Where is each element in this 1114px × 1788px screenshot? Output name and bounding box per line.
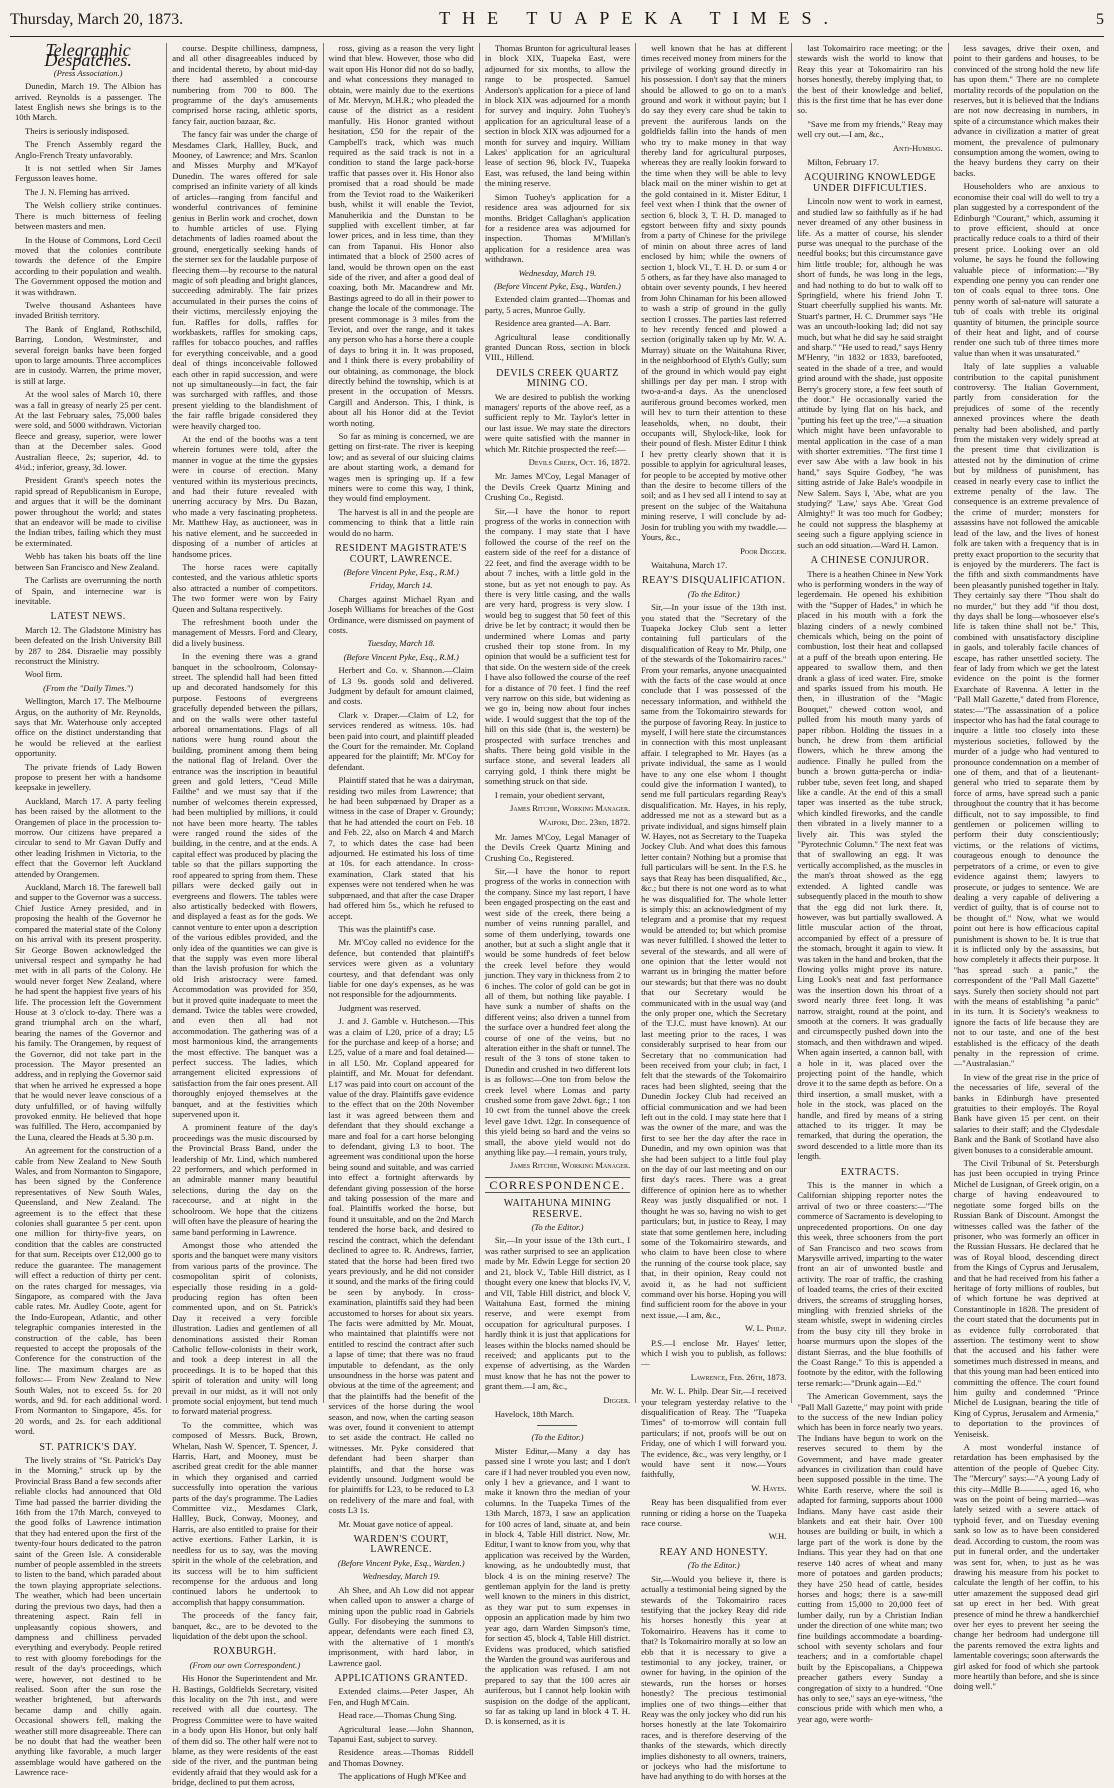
- paragraph: less savages, drive their oxen, and point to their gardens and houses, to be convinced of the strong hold the new life has upon them." There are no complete mortality records of the population on the reserves, but it is believed that the Indians are not now decreasing in numbers, in spite of a circumstance which makes their advance in civilization a matter of great moment, the prevalence of pulmonary consumption among the women, owing to the heavy burdens they carry on their backs.: [953, 43, 1099, 178]
- article-heading: A CHINESE CONJUROR.: [810, 555, 930, 567]
- paragraph: Simon Tuohey's application for a residence area was adjourned for six months. Bridget Callaghan's application for a residence area was adjourned for inspection. Thomas M'Millan's application for a residence area was withdrawn.: [484, 191, 631, 265]
- article-heading: WAITAHUNA MINING RESERVE.: [503, 1198, 612, 1220]
- letter-address: Mr. James M'Coy, Legal Manager of the Devils Creek Quartz Mining and Crushing Co., Registered.: [484, 831, 631, 863]
- paragraph: We are desired to publish the working managers' reports of the above reef, as a sufficient reply to Mr. Taylor's letter in our last issue. We may state the directors were quite satisfied with the manner in which Mr. Ritchie prospected the reef:—: [484, 391, 631, 454]
- article-heading: EXTRACTS.: [840, 1166, 900, 1178]
- paragraph: Head race.—Thomas Chung Sing.: [338, 1710, 457, 1721]
- newspaper-title: THE TUAPEKA TIMES.: [439, 8, 840, 28]
- paragraph: In view of the great rise in the price of the necessaries of life, several of the banks in Edinburgh have presented gratuities to their employés. The Royal Bank have given 15 per cent. on their salaries to their staff; and the Clydesdale Bank and the Bank of Scotland have also given bonuses to a considerable amount.: [953, 1071, 1099, 1155]
- article-heading: DEVILS CREEK QUARTZ MINING CO.: [496, 367, 619, 390]
- signature: W. L. Philp.: [744, 1323, 787, 1334]
- paragraph: Amongst those who attended the sports and the banquet were many visitors from various parts of the province. The cosmopolitan spirit of colonists, especially those residing in a gold-producing region has often been commented upon, and on St. Patrick's Day it received a very forcible illustration. Ladies and gentlemen of all denominations assisted their Roman Catholic fellow-colonists in their work, and took a deep interest in all the proceedings. It is to be hoped that this spirit of toleration and unity will long prevail in our midst, as it will not only promote social enjoyment, but tend much to forward material progress.: [172, 1239, 318, 1417]
- paragraph: It is not settled when Sir James Fergusson leaves home.: [15, 163, 162, 184]
- paragraph: So far as mining is concerned, we are getting on first-rate. The river is keeping low; and as several of our sluicing claims are about starting work, a demand for wages men is springing up. If a few miners were to come this way, I think, they would find employment.: [328, 431, 474, 504]
- article-subheading: (To the Editor.): [531, 1222, 584, 1233]
- paragraph: To the committee, which was composed of Messrs. Buck, Brown, Whelan, Nash W. Spencer, T. Spencer, J. Harris, Hart, and Mooney, must be ascribed great credit for the able manner in which they organised and carried successfully into operation the various parts of the day's programme. The Ladies Committee viz., Mesdames Clark, Hallley, Buck, Conway, Mooney, and Harris, are also entitled to praise for their active exertions. Father Larkin, it is needless for us to say, was the moving spirit in the whole of the celebration, and its success will be to him sufficient recompense for the arduous and long continued labors he undertook to accomplish that happy consummation.: [172, 1419, 318, 1607]
- masthead-rule: [10, 36, 1104, 37]
- paragraph: Extended claim granted—Thomas and party, 5 acres, Munroe Gully.: [484, 294, 631, 315]
- paragraph: course. Despite chilliness, dampness, and all other disagreeables induced by and incidental thereto, by about mid-day there had assembled a concourse numbering from 700 to 800. The programme of the day's amusements comprised horse racing, athletic sports, fancy fair, auction bazaar, &c.: [172, 43, 318, 126]
- paragraph: The J. N. Fleming has arrived.: [25, 186, 130, 197]
- court-date: Wednesday, March 19.: [518, 267, 597, 278]
- paragraph: The harvest is all in and the people are commencing to think that a little rain would do no harm.: [328, 506, 474, 538]
- masthead: [10, 8, 1104, 34]
- paragraph: The applications of Hugh M'Kee and: [338, 1771, 466, 1782]
- paragraph: Reay has been disqualified from ever running or riding a horse on the Tuapeka race course.: [641, 1497, 787, 1529]
- paragraph: Lincoln now went to work in earnest, and studied law so faithfully as if he had never dreamed of any other business in life. As a matter of course, his slender purse was unequal to the purchase of the needful books; but this circumstance gave him little trouble; for, although he was short of funds, he was long in the legs, and had nothing to do but to walk off to Springfield, where his friend John T. Stuart cheerfully supplied his wants. Mr. Stuart's partner, H. C. Drummer says "He was an uncouth-looking lad; did not say much, but what he did say he said straight and sharp." "He used to read," says Henry M'Henry, "in 1832 or 1833, barefooted, seated in the shade of a tree, and would grind around with the shade, just opposite Berry's grocery store, a few feet south of the door." He occasionally varied the attitude by lying flat on his back, and "putting his feet up the tree,"—a situation which might have been unfavorable to mental application in the case of a man with shorter extremities. "The first time I ever saw Abe with a law book in his hand," says Squire Godbey, "he was sitting astride of Jake Bale's woodpile in New Salem. Says I, 'Abe, what are you studying?' 'Law,' says Abe. 'Great God Almighty!' It was too much for Godbey; he could not suppress the blasphemy at seeing such a figure applying science in such an odd situation.—Ward H. Lamon.: [797, 196, 943, 550]
- paragraph: Auckland, March 18. The farewell ball and supper to the Governor was a success. Chief Justice Arney presided, and in proposing the health of the Governor he compared the material state of the Colony on his arrival with its present prosperity. Sir George Bowen acknowledged the universal respect and sympathy he had met with in all parts of the Colony. He would never forget New Zealand, where he had spent the happiest five years of his life. The procession left the Government House at 3 o'clock to-day. There was a grand triumphal arch on the wharf, bearing the names of the Governor and his family. The Orangemen, by request of the Governor, did not take part in the procession. The Mayor presented an address, and in replying the Governor said that when he arrived he expressed a hope that he would never leave conscious of a duty unfulfilled, or of having wilfully provoked enmity. He believed that hope was fulfilled. The Hero, accompanied by the Luna, cleared the Heads at 5.30 p.m.: [15, 882, 162, 1142]
- signature: James Ritchie, Working Manager.: [510, 1160, 631, 1171]
- article-subheading: (Before Vincent Pyke, Esq., R.M.): [343, 651, 459, 662]
- paragraph: I remain, your obedient servant,: [494, 789, 605, 800]
- paragraph: Charges against Michael Ryan and Joseph Williams for breaches of the Gost Ordinance, were dismissed on payment of costs.: [328, 593, 474, 635]
- paragraph: The American Government, says the "Pall Mall Gazette," may point with pride to the success of the new Indian policy which has been in force nearly two years. The Indians have begun to work on the reserves secured to them by the Government, and have made greater advances in civilization than could have been supposed possible in the time. The White Earth reserve, where the soil is adapted for farming, supports about 1000 Indians. Many have cast aside their blankets and eat their hair. Over 100 houses are building or built, in which a large part of the work is done by the Indians. This year they had on that one reserve 140 acres of wheat and many more of potatoes and garden products; they have 250 head of cattle, besides horses and hogs; there is a saw-mill cutting from 15,000 to 20,000 feet of lumber daily, run by a Christian Indian under the direction of one white man; two fine buildings accommodate a boarding-school with seventy scholars and four teachers; and in a comfortable chapel built by the Episcopalians, a Chippewa preacher gathers every Sunday a congregation of sixty to a hundred. "One has only to see," says an eye-witness, "the conscious pride with which men who, a year ago, were worth-: [797, 1391, 943, 1724]
- paragraph: The Bank of England, Rothschild, Barring, London, Westminster, and several foreign banks have been forged upon to large amounts. Three accomplices are in custody. Warren, the prime mover, is still at large.: [15, 323, 162, 386]
- paragraph: last Tokomairiro race meeting; or the stewards wish the world to know that Reay this year at Tokomairiro ran his horses honestly, thereby implying that, to the best of their knowledge and belief, this is the first time that he has ever done so.: [797, 43, 943, 116]
- letter-place: Waitahuna, March 17.: [651, 559, 728, 570]
- paragraph: The horse races were capitally contested, and the various athletic sports also attracted a number of competitors. The two former were won by Fairy Queen and Sultana respectively.: [172, 561, 318, 614]
- paragraph: Webb has taken his boats off the line between San Francisco and New Zealand.: [15, 551, 162, 572]
- article-subheading: (Before Vincent Pyke, Esq., Warden.): [494, 280, 621, 291]
- letter-date: Lawrence, Feb. 26th, 1873.: [690, 1371, 787, 1382]
- paragraph: Clark v. Draper.—Claim of L2, for services rendered as witness. 10s. had been paid into court, and plaintiff pleaded the Court for the remainder. Mr. Copland appeared for the plaintiff; Mr. M'Coy for defendant.: [328, 709, 474, 772]
- article-subheading: (From our own Correspondent.): [189, 1659, 301, 1670]
- paragraph: "Save me from my friends," Reay may well cry out.—I am, &c.,: [797, 118, 943, 140]
- article-heading: ACQUIRING KNOWLEDGE UNDER DIFFICULTIES.: [804, 172, 937, 194]
- signature: Digger.: [603, 1394, 631, 1405]
- paragraph: There is a heathen Chinee in New York who is performing wonders in the way of legerdemain. He opened his exhibition with the "Supper of Hades," in which he placed in his mouth with a fork the blazing cinders of a newly combined chemicals which, being on the point of combustion, lost their heat and collapsed at a puff of the breath upon entering. He appeared to swallow them, and then drank a glass of iced water. Fire, smoke and sparks issued from his mouth. He then, in illustration of the "Magic Bouquet," chewed cotton wool, and pulled from his mouth many yards of paper ribbon. Holding the tissues in a bunch, he drew from them artificial flowers, which he threw among the audience. Finally he pulled from the bunch a brown gutta-percha or india-rubber tube, seven feet long, and shaped like a candle. At the end of this a small taper was inserted as the tube struck, which kindled fireworks, and the candle then vibrated in a lively manner to a lively air. This was styled the "Pyrotechnic Column." The next feat was that of swallowing an egg. It was vertically accomplished, as the muscles in the man's throat showed as the egg extended. A lighted candle was subsequently placed in the mouth to show that the egg did not lurk there. It, however, was but partially swallowed. A little muscular action of the throat, accompanied by effect of a pressure of the stomach, brought it again to view. It was taken in the hand and broken, that the flowing yolks might prove its nature. Ling Look's neat and fast performance was the insertion down his throat of a sword nearly three feet long. It was narrow, straight, round at the point, and smooth at the corners. It was gradually and circumspectly pushed down into the stomach, and then withdrawn and wiped. When again inserted, a cannon ball, with a hole in it, was placed over the projecting point of the handle, which drove it to the same depth as before. On a third insertion, a small musket, with a hole in the stock, was placed on the handle, and fired by means of a string attached to its trigger. It may be remarked, that during the operation, the sword descended to a little more than its length.: [797, 568, 943, 1162]
- article-subheading: (Before Vincent Pyke, Esq., Warden.): [337, 1557, 465, 1568]
- paragraph: Judgment was reserved.: [338, 1002, 421, 1013]
- paragraph: A prominent feature of the day's proceedings was the music discoursed by the Provincial Brass Band, under the leadership of Mr. Lind, which numbered 22 performers, and which performed in an admirable manner many beautiful selections, during the day on the racecourse, and at night in the schoolroom. We hope that the citizens will often have the pleasure of hearing the same band performing in Lawrence.: [172, 1122, 318, 1237]
- article-subheading: (To the Editor.): [687, 588, 740, 599]
- paragraph: Italy of late supplies a valuable contribution to the capital punishment controversy. The Italian Government, partly from consideration for the prejudices of some of the recently annexed provinces where the death penalty had been abolished, and partly from the mistaken very widely spread at the present time that civilization is attested not by the diminution of crime but by mildness of punishment, has ceased in nearly every case to inflict the extreme penalty of the law. The consequence is an extreme prevalence of the crime of murder; monsters for assassins have not followed the amicable lead of the law, and the lives of honest folk are taken with a frequency that is in pretty exact proportion to the security that is enjoyed by the murderers. The fact is the fifth and sixth commandments have been pleasantly punished together in Italy. They certainly say there "Thou shalt do no murder," but they add "if thou dost, thy days shall be long—whosoever else's life is taken thine shall not be." This, combined with unsatisfactory discipline in gaols, and tolerably facile chances of escape, has rather unsettled society. The fear of lady from which we get the latest evidence on the point is the former Exarchate of Ravenna. A letter in the "Pall Mall Gazette," dated from Florence, states:—"The assassination of a police inspector who has had the fatal courage to inquire a little too closely into these mysterious societies, followed by the murder of a judge who had ventured to pronounce condemnation on a member of one of them, and that of a lieutenant-general who tried to separate them by force of arms, have spread such a panic throughout the country that it has become difficult, not to say impossible, to find gentlemen or policemen willing to perform their duty conscientiously; victims, or the relations of victims, courageous enough to denounce the perpetrators of a crime, or even to give evidence against them; lawyers to prosecute, or judges to sentence. We are dealing a very capable of delivering a verdict of guilty, that is of course not to be thought of." Now, what we would point out here is how efficacious capital punishment is shown to be. It is true that it is inflicted only by the assassins, but how completely it affects their purpose. It "has spread such a panic," the correspondent of the "Pall Mall Gazette" says. Surely then society should not part with the means of establishing "a panic" in its turn. It is Society's weakness to ignore the facts of life because they are not to our taste, and one of the best established is the efficacy of the death penalty in the repression of crime.—"Australasian.": [953, 361, 1099, 1069]
- paragraph: Twelve thousand Ashantees have invaded British territory.: [15, 299, 162, 321]
- letter-place: Havelock, 18th March.: [494, 1408, 575, 1419]
- section-subheading: (Press Association.): [53, 67, 123, 78]
- article-heading: RESIDENT MAGISTRATE'S COURT, LAWRENCE.: [335, 543, 468, 565]
- paragraph: The French Assembly regard the Anglo-French Treaty unfavorably.: [15, 139, 162, 160]
- column-6: [791, 43, 947, 1724]
- paragraph: The Welsh colliery strike continues. There is much bitterness of feeling between masters and men.: [15, 200, 162, 232]
- court-date: Tuesday, March 18.: [367, 638, 435, 649]
- paragraph: Mr. M'Coy called no evidence for the defence, but contended that plaintiff's services were given as a voluntary courtesy, and that defendant was only liable for one day's expenses, as he was not responsible for the adjournments.: [328, 937, 474, 1000]
- paragraph: Sir,—In your issue of the 13th inst. you stated that the "Secretary of the Tuapeka Jockey Club sent a letter containing full particulars of the disqualification of Reay to Mr. Philp, one of the stewards of the Tokomairiro races." From your remarks, anyone unacquainted with the facts of the case would at once conclude that I was possessed of the necessary information, and withheld the same from the Tokomairiro stewards for the purpose of favoring Reay. In justice to myself, I will here state the circumstances in connection with this most unpleasant affair. I telegraphed to Mr. Hayes (as a private individual, the same as I would have to any one else whom I thought could give the information I wanted), to send me full particulars regarding Reay's disqualification. Mr. Hayes, in his reply, addressed me not as a steward but as a private individual, and signs himself plain W. Hayes, not as Secretary to the Tuapeka Jockey Club. And what does this famous letter contain? Nothing but a promise that full particulars will be sent. In the F.S. he says that Reay has been disqualified, &c., &c.; but there is not one word as to what he was disqualified for. The whole letter is simply this: an acknowledgment of my telegram and a promise that my request would be attended to; but which promise was never fulfilled. I showed the letter to several of the stewards, and all were of one opinion that the letter would not warrant us in bringing the matter before our stewards; but that there was no doubt that our Secretary would be communicated with in the usual way (and the only proper one, which the Secretary of the T.J.C. must have known). At our last meeting prior to the races, I was considerably surprised to hear from our Secretary that no communication had been received from your club; in fact, I felt that the stewards of the Tokomairiro races had been slighted, seeing that the Dunedin Jockey Club had received an official communication and we had been left out in the cold. I may state here that I was the owner of the mare, and was the first to see her the day after the race in Dunedin, and my own opinion was that she had been subject to a little foul play on the day of our last meeting and on our first day's races. There was a great difference of opinion here as to whether Reay was justly disqualified or not. I thought he was so, having no wish to get particulars; but, in justice to Reay, I may state that some gentlemen here, including some of the Tokomairiro stewards, and who claim to have been close to where the running of the course took place, say that, in their opinion, Reay could not avoid it, as he had not sufficient command over his horse. Hoping you will find sufficient room for the above in your next issue,—I am, &c.,: [641, 602, 787, 1320]
- letter-address: Mr. James M'Coy, Legal Manager of the Devils Creek Quartz Mining and Crushing Co., Registd.: [484, 471, 631, 503]
- article-heading: LATEST NEWS.: [50, 611, 126, 623]
- court-date: Wednesday, March 19.: [362, 1571, 441, 1582]
- paragraph: Sir,—Would you believe it, there is actually a testimonial being signed by the stewards of the Tokomairiro races testifying that the jockey Reay did ride his horses honestly this year at Tokomairiro. Heavens has it come to that? Is Tokomairiro morally at so low an ebb that it is necessary to give a testimonial to any jockey, trainer, or owner for having, in the opinion of the stewards, run the horses or horses honestly? The precious testimonial implies one of two things—either that Reay was the only jockey who did run his horses honestly at the late Tokomairiro races, and is therefore deserving of the thanks of the stewards, which directly implies dishonesty to all owners, trainers, or jockeys who had the misfortune to have had anything to do with horses at the: [641, 1573, 787, 1782]
- column-1: [10, 40, 166, 1778]
- paragraph: Auckland, March 17. A party feeling has been raised by the allotment to the Orangemen of place in the procession to-morrow. Our citizens have prepared a circular to send to Mr Gavan Duffy and other leading Irishmen in Victoria, to the effect that the Governor left Auckland attended by Orangemen.: [15, 795, 162, 879]
- article-subheading: (To the Editor.): [687, 1560, 740, 1571]
- signature: James Ritchie, Working Manager.: [510, 803, 631, 814]
- paragraph: The Civil Tribunal of St. Petersburgh has just been occupied in trying Prince Michel de Lusignan, of Greek origin, on a charge of having endeavoured to negotiate some forged bills on the Russian Bank of Discount. Amongst the witnesses called was the father of the prisoner, who was formerly an officer in the Russian Hussars. He declared that he was of Royal blood, descending direct from the Kings of Cyprus and Jerusalem, and that he had received from his father a heritage of forty millions of roubles, but of which fortune he was deprived at Constantinople in 1828. The president of the court stated that the documents put in as evidence fully corroborated that assertion. The testimony went to show that the accused and his father were sometimes much distressed in means, and that this young man had been enticed into committing the offence. The court found him guilty and condemned "Prince Michel de Lusignan, bearing the title of King of Cyprus, Jerusalem and Armenia," to deportation to the provinces of Yeniseisk.: [953, 1158, 1099, 1439]
- paragraph: Sir,—In your issue of the 13th curt., I was rather surprised to see an application made by Mr. Edwin Legge for section 20 and 21, block V., Table Hill district, as I thought every one knew that blocks IV, V, and VII, Table Hill district, and block V, Waitahuna East, formed the mining reserve, and were exempt from occupation for agricultural purposes. I hardly think it is just that applications for leases within the blocks named should be received; and applicants put to the expense of advertising, as the Warden must know that he has not the power to grant them.—I am, &c.,: [484, 1235, 631, 1392]
- column-4: [479, 43, 635, 1727]
- paragraph: Sir,—I have the honor to report progress of the works in connection with the company. Since my last report, I have been engaged prospecting on the east and west side of the creek, there being a number of veins running parallel, and some of them underlying, towards one another, but at such a slight angle that it would be some hundreds of feet below the creek level before they would junction. They vary in thickness from 2 to 6 inches. The color of gold can be got in all of them, but nothing like payable. I have sunk a number of shafts on the different veins; also driven a tunnel from the surface over a hundred feet along the course of one of the veins, but no alteration either in the shaft or tunnel. The result of the 3 tons of stone taken to Dunedin and crushed in two different lots is as follows:—One ton from below the creek level where Lomas and party crushed some from gave 2dwt. 6gr.; 1 ton 10 cwt from the tunnel above the creek level gave 1dwt. 12gr. In consequence of this yield being so hard and the veins so small, the above yield would not do anything like pay.—I remain, yours truly,: [484, 866, 631, 1158]
- paragraph: The fancy fair was under the charge of Mesdames Clark, Hallley, Buck, and Mooney, of Lawrence; and Mrs. Scanlon and Misses Murphy and M'Kayof Dunedin. The wares offered for sale comprised an infinite variety of all kinds of articles—ranging from fanciful and wonderful contrivances of feminine genius in Berlin work and crochet, down to humble articles of use. Flying detachments of ladies roamed about the ground, energetically seeking hands of the sterner sex for the laudable purpose of fleecing them—by recourse to the natural magic of soft pleading and bright glances, succeeding admirably. The fair prizes accumulated in their purses the coins of their victims, mercilessly enjoying the fun. Raffles for dolls, raffles for workbaskets, raffles for smoking caps, raffles for tobacco pouches, and raffles for everything conceivable, and a good deal of things inconceivable followed each other in rapid succession, and were not up simultaneously—in fact, the fair was surcharged with raffles, and those present yielding to the blandishment of the fair raffle brigade considered they were heavily charged too.: [172, 129, 318, 431]
- article-subheading: (To the Editor.): [531, 1432, 584, 1443]
- signature: Anti-Humbug.: [892, 142, 943, 153]
- paragraph: In the evening there was a grand banquet in the schoolroom, Colonsay-street. The splendid hall had been fitted up and decorated handsomely for this purpose. Festoons of evergreens gracefully depended between the pillars, and on the walls were other tasteful arboreal ornamentations. Flags of all nations were hung round about the building, prominent among them being the national flag of Ireland. Over the entrance was the inscription in beautiful green and gold letters, "Ceud Mille Failthe" and we must say that if the number of welcomes therein expressed, had been multiplied by millions, it could not have been more hearty. The tables were ranged round the sides of the building, in the centre, and at the ends. A capital effect was produced by placing the table so that the pillars supporting the roof appeared to spring from them. These pillars were decked gaily out in evergreens and flowers. The tables were also artistically bedecked with flowers, and displayed a feast as for the gods. We cannot venture to enter upon a description of the various edibles provided, and the only idea of the quantities we can give is that the supply was even more liberal than the lavish profusion for which the old Irish aristocracy were famed. Accommodation was provided for 350, but it proved quite inadequate to meet the demand. Twice the tables were crowded, and even then all had not accommodation. The gathering was of a most harmonious kind, the arrangements the most effective. The banquet was a perfect success. The ladies, which arrangement elicited expressions of satisfaction from the fair ones present. All thoroughly enjoyed themselves at the banquet, and at the festivities which supervened upon it.: [172, 651, 318, 1120]
- paragraph: Residence areas.—Thomas Riddell and Thomas Downey.: [328, 1747, 474, 1768]
- divider: [537, 1425, 577, 1426]
- article-heading: WARDEN'S COURT, LAWRENCE.: [353, 1534, 449, 1556]
- paragraph: In the House of Commons, Lord Cecil moved that the colonies contribute towards the defence of the Empire according to their population and wealth. The Government opposed the motion and it was withdrawn.: [15, 234, 162, 297]
- paragraph: The refreshment booth under the management of Messrs. Ford and Cleary, did a lively business.: [172, 616, 318, 648]
- article-heading: REAY AND HONESTY.: [659, 1546, 768, 1558]
- page-number: 5: [1096, 11, 1104, 28]
- issue-date: Thursday, March 20, 1873.: [10, 11, 184, 28]
- paragraph: Mr. Mouat gave notice of appeal.: [338, 1518, 453, 1529]
- column-5: [635, 43, 791, 1782]
- paragraph: March 12. The Gladstone Ministry has been defeated on the Irish University Bill by 287 to 284. Disraelie may possibly reconstruct the Ministry.: [15, 624, 162, 666]
- paragraph: ross, giving as a reason the very light wind that blew. However, those who did wait upon His Honor did not do so badly, and what concessions they managed to obtain, were mainly due to the exertions of Mr. Mervyn, M.H.R.; who pleaded the cause of the district as a resident manfully. His Honor granted without hesitation, £50 for the repair of the Campbell's track, which was much required as the said track is not in a condition to stand the large pack-horse traffic that passes over it. His Honor also promised that a road should be made from the Teviot road to the Waikerikeri bush, whilst it will enable the Teviot, Manuherikia and the Dunstan to be supplied with excellent timber, at far lower prices, and in less time, than they can from Tapanui. His Honor also intimated that a block of 2500 acres of land, would be thrown open on the east side of the river, and after a good deal of coaxing, both Mr. Macandrew and Mr. Bastings agreed to do all in their power to change the locale of the commonage. The present commonage is 3 miles from the Teviot, and over the range, and it takes any person who has a horse there a couple of days to bring it in. It was proposed, and I think there is every probability of our obtaining, as commonage, the block directly behind the township, which is at present in the occupation of Messrs. Cargill and Anderson. This, I think, is about all his Honor did at the Teviot worth noting.: [328, 43, 474, 428]
- paragraph: At the end of the booths was a tent wherein fortunes were told, after the manner in vogue at the time the gypsies were in course of erection. Many ventured within its mysterious precincts, and had their future revealed with unerring accuracy by Mrs. Du Bazan, who made a very fascinating prophetess. Mr. Matthew Hay, as auctioneer, was in his native element, and he succeeded in disposing of a number of articles at handsome prices.: [172, 434, 318, 559]
- paragraph: This was the plaintiff's case.: [338, 923, 436, 934]
- column-2: [166, 43, 322, 1788]
- paragraph: Dunedin, March 19. The Albion has arrived. Reynolds is a passenger. The latest English news she brings is to the 10th March.: [15, 81, 162, 123]
- paragraph: Theirs is seriously indisposed.: [25, 125, 130, 136]
- paragraph: Mister Editur,—Many a day has passed sine I wrote you last; and I don't care if I had never troubled you even now, only I hev a grievance, and I want to make it known thro the median of your columns. In the Tuapeka Times of the 13th March, 1873, I saw an application for 100 acres of land, situate at, and bein in block 4, Table Hill district. Now, Mr. Editur, I want to know from you, why that application was received by the Warden, knowing, as he undoubtedly must, that block 4 is on the mining reserve? The gentleman applyin for the land is pretty well known to the miners in this district, as they war put to sum expenses in opposin an application made by him two year ago, darn Warden Simpson's time, for section 45, block 4, Table Hill district. Evidens was produced, which satisfied the Warden the ground was auriferous and the application was refused. I am not prepared to say that the 100 acres air auriferous, but I cannot help lookin with suspision on the dodge of the applicant, so far as taking up land in block 4 T. H. D. is konserned, as it is: [484, 1445, 631, 1727]
- column-7: [948, 43, 1104, 1692]
- paragraph: A most wonderful instance of retardation has been emphasised by the attention of the people of Quebec City. The "Mercury" says:—"A young Lady of this city—Mdlle B———, aged 16, who was on the point of being married—was lately seized with a severe attack of typhoid fever, and on Tuesday evening sank so low as to have been considered dead. According to custom, the room was put in funeral order, and the undertaker was sent for, when, to just as he was drawing his measure from his pocket to calculate the length of her coffin, to his utter amazement the supposed dead girl sat up erect in her bed. With great presence of mind he threw a handkerchief over her eyes to prevent her seeing the change her bedroom had undergone till the parents removed the extra lights and lamentable coverings; soon afterwards the girl asked for food of which she partook more heartily than before, and she is since doing well.": [953, 1442, 1099, 1692]
- paragraph: An agreement for the construction of a cable from New Zealand to New South Wales, and from Normanton to Singapore, has been signed by the Conference representatives of New South Wales, Queensland, and New Zealand. The agreement is to the effect that these colonies shall guarantee 5 per cent. upon one million for thirty-five years, on condition that the cables are constructed for that sum. Receipts over £12,000 go to reduce the guarantee. The management will effect a reduction of thirty per cent. on the rates charged for messages, via Singapore, as compared with the Java cable rates. Mr. Audley Coote, agent for the Indo-European, Atlantic, and other telegraphic companies interested in the construction of the cable, has been requested to accept the proposals of the Conference for the construction of the line. The maximum charges are as follows:— From New Zealand to New South Wales, not to exceed 5s. for 20 words, and 9d. for each additional word. From Normanton to Singapore, 45s. for 20 words, and 2s. for each additional word.: [15, 1145, 162, 1437]
- letter-date: Devils Creek, Oct. 16, 1872.: [528, 457, 631, 468]
- signature: Poor Digger.: [740, 545, 787, 556]
- article-subheading: (From the "Daily Times."): [43, 682, 134, 693]
- paragraph: Sir,—I have the honor to report progress of the works in connection with the company. I may state that I have followed the course of the reef on the eastern side of the reef for a distance of 22 feet, and find the average width to be about 7 inches, with a little gold in the stone, but as yet not enough to pay. As there is very little casing, and the walls are very hard, progress is very slow. I would beg to suggest that 50 feet of this drive be let by contract; it would then be undermined where Lomas and party crushed their top stone from. In my opinion that would be a sufficient test for that side. On the western side of the creek I have also followed the course of the reef for a distance of 70 feet. I find the reef very narrow on this side, but widening as we go in, being now about four inches wide. I would suggest that the top of the hill on this side (that is, the western) be prospected with surface trenches and shafts. There being gold visible in the surface stone, and several leaders all carrying gold, I think there might be something struck on that side.: [484, 505, 631, 787]
- paragraph: Ah Shee, and Ah Low did not appear when called upon to answer a charge of mining upon the public road in Gabriels Gully. For disobeying the summons to appear, defendants were each fined £3, with the alternative of 1 month's imprisonment, with hard labor, in Lawrence gaol.: [328, 1584, 474, 1668]
- paragraph: Agricultural lease.—John Shannon, Tapanui East, subject to survey.: [328, 1723, 474, 1744]
- paragraph: Plaintiff stated that he was a dairyman, residing two miles from Lawrence; that he had been subpœnaed by Draper as a witness in the case of Draper v. Groundy; that he had attended the court on Feb. 18 and Feb. 22, also on March 4 and March 7, to which dates the case had been adjourned. He estimated his loss of time at 10s. for each attendance. In cross-examination, Clark stated that his expenses were not tendered when he was subpœnaed, and that after the case Draper had offered him 5s., which he refused to accept.: [328, 775, 474, 921]
- correspondence-heading: CORRESPONDENCE.: [485, 1177, 630, 1193]
- paragraph: Householders who are anxious to economise their coal will do well to try a plan suggested by a correspondent of the Edinburgh "Courant," which, assuming it to prove efficient, should at once practically reduce coals to a third of their present price. Looking over an old volume, he says he found the following valuable piece of information:—"By expending one penny you can render one ton of coals equal to three tons. One penny worth of sal-nature will saturate a tub of coals with treble its original quantity of bitumen, the principle source of their heat and light, and of course render one such tub of three times more value than when it was unsaturated.": [953, 181, 1099, 358]
- article-subheading: (Before Vincent Pyke, Esq., R.M.): [343, 566, 459, 577]
- paragraph: President Grant's speech notes the rapid spread of Republicanism in Europe, and argues that it will be the dominant power throughout the world; and states that an endeavor will be made to civilise the Indian tribes, failing which they must be exterminated.: [15, 475, 162, 548]
- paragraph: The Carlists are overrunning the north of Spain, and internecine war is inevitable.: [15, 575, 162, 606]
- letter-date: Waipori, Dec. 23rd, 1872.: [538, 817, 631, 828]
- paragraph: Residence area granted—A. Barr.: [494, 318, 611, 329]
- article-heading: REAY'S DISQUALIFICATION.: [642, 575, 786, 587]
- paragraph: J. and J. Gamble v. Hutcheson.—This was a claim of L20, price of a dray; L5 for the purchase and keep of a horse; and L25, value of a mare and foal detained—in all L50. Mr. Copland appeared for plaintiff, and Mr. Mouat for defendant. L17 was paid into court on account of the value of the dray. Plaintiffs gave evidence to the effect that on the 20th November last it was agreed between them and defendant that they should exchange a mare and foal for a cart horse belonging to defendant, giving L3 to boot. The agreement was conditional upon the horse being sound and suitable, and was carried into effect a fortnight afterwards by defendant giving possession of the horse and taking possession of the mare and foal. Plaintiffs worked the horse, but found it unsuitable, and on the 2nd March tendered the horse back, and desired to rescind the contract, which the defendant declined to agree to. R. Andrews, farrier, stated that the horse had been fired two years previously, and he did not consider it sound, and the marks of the firing could be seen by anybody. In cross-examination, plaintiffs said they had been accustomed to horses for about six years. The facts were admitted by Mr. Mouat, who maintained that plaintiffs were not entitled to rescind the contract after such a lapse of time; that there was no fraud imputable to defendant, as the only unsoundness in the horse was patent and obvious at the time of the agreement; and that the plaintiffs had the benefit of the services of the horse during the wool season, and now, when the carting season was over, found it convenient to attempt to set aside the contract. He called no witnesses. Mr. Pyke considered that defendant had been sharper than plaintiffs, and that the horse was evidently unsound. Judgment would be for plaintiffs for L23, to be reduced to L3 on redelivery of the mare and foal, with costs L3 1s.: [328, 1016, 474, 1516]
- section-label: APPLICATIONS GRANTED.: [334, 1672, 468, 1684]
- court-date: Friday, March 14.: [369, 580, 433, 591]
- paragraph: The proceeds of the fancy fair, banquet, &c., are to be devoted to the liquidation of the debt upon the school.: [172, 1610, 318, 1641]
- paragraph: Extended claims.—Peter Jasper, Ah Fen, and Hugh M'Cain.: [328, 1686, 474, 1707]
- column-3: [323, 43, 479, 1782]
- paragraph: well known that he has at different times received money from miners for the privilege of working ground directly in his possession. I don't say that the miners should be allowed to go on to a man's ground and work it without payin; but I do say they every care shud be takin to prevent the auriferous lands on the goldfields fallin into the hands of men who try to make money in that way thereby land for agricultural purposes, whereas they are really lookin forward to the time when they will be able to levy black mail on the miner wishin to get at the gold contained in it. Mister Editur, I feel vext when I think that the owner of section 6, block 3, T. H. D. managed to egstort between fifty and sixty pounds from a party of Chinese for the privilege of minin on about three acres of land enclosed by him; while the owners of section 1, block VI., T. H. D. or sum 4 or 5 others, as far they have also managed to obtain over seventy pounds, I hev heered from John Chinaman for his been allowed to wash a strip of ground in the gully section I crosses. The parties last referred to hev recently fenced and plowed a section (originally taken up by Mr. W. A. Murray) situate on the Waitahuna River, in the neighborhood of Elyth's Gully; sum of the ground in which would pay eight shillings per day per man. I strop with two-a-and-a days. As the unenclosed auriferous ground becomes worked, men will hev to turn their attention to these leaseholds, when, no doubt, their occupants will, Shylock-like, look for their pound of flesh. Mister Editur I think I hev pretty clearly shown that it is possible to applyin for agricultural leases, for people to be accepted by motive other than the desire to become tillers of the soil; and as I hev sed all I intend to say at present on the subjec of the Waitahuna mining reserve, I will conclude by ad-Josin for trubling you with my twaddle.—Yours, &c.,: [641, 43, 787, 543]
- article-heading: ROXBURGH.: [213, 1646, 277, 1658]
- paragraph: At the wool sales of March 10, there was a fall in greasy of nearly 25 per cent. At the last February sales, 75,000 bales were sold, and 5000 withdrawn. Victorian fleece and greasy, superior, were lower than at the December sales. Good Australian fleece, 2s; superior, 4d. to 4½d.; inferior, greasy, 3d. lower.: [15, 389, 162, 473]
- paragraph: Herbert and Co. v. Shannon.—Claim of L3 9s. goods sold and delivered. Judgment by default for amount claimed, and costs.: [328, 665, 474, 707]
- article-heading: ST. PATRICK'S DAY.: [39, 1441, 137, 1453]
- letter-place: Milton, February 17.: [807, 157, 879, 168]
- paragraph: His Honor the Superintendent and Mr. H. Bastings, Goldfields Secretary, visited this locality on the 7th inst., and were received with all due courtesy. The Progress Committee were to have waited in a body upon His Honor, but only half of them did so. The other half were not to blame, as they were residents of the east side of the river, and the puntman being evidently afraid that they would ask for a bridge, declined to put them across,: [172, 1673, 318, 1788]
- paragraph: Thomas Brunton for agricultural leases in block XIX, Tuapeka East, were adjourned for six months, to allow the range to be prospected. Samuel Anderson's application for a piece of land in block XIX was adjourned for a month for survey and inquiry. John Tuohey's application for an agricultural lease of a section in block XIX was adjourned for a month for survey and inquiry. William Lakes' application for an agricultural lease of section 96, block IV., Tuapeka East, was refused, the land being within the mining reserve.: [484, 43, 631, 189]
- paragraph: Wool firm.: [25, 669, 63, 680]
- section-heading: Telegraphic Despatches.: [44, 40, 132, 71]
- paragraph: The private friends of Lady Bowen propose to present her with a handsome keepsake in jewellery.: [15, 761, 162, 793]
- paragraph: Mr. W. L. Philp. Dear Sir,—I received your telegram yesterday relative to the disqualification of Reay. The "Tuapeka Times" of to-morrow will contain full particulars; if not, proofs will be out on Friday, one of which I will forward you. The evidence, &c., was very lengthy, or I would have sent it now.—Yours faithfully,: [641, 1386, 787, 1480]
- signature: W. Hayes.: [751, 1482, 787, 1493]
- signature: W.H.: [768, 1531, 787, 1542]
- paragraph: P.S.—I enclose Mr. Hayes' letter, which I wish you to publish, as follows:—: [641, 1337, 787, 1369]
- paragraph: Wellington, March 17. The Melbourne Argus, on the authority of Mr. Reynolds, says that Mr. Waterhouse only accepted office on the distinct understanding that he would be relieved at the earliest opportunity.: [15, 696, 162, 759]
- paragraph: The lively strains of "St. Patrick's Day in the Morning," struck up by the Provincial Brass Band a few seconds after reliable clocks had announced that Old Time had passed the barrier dividing the 16th from the 17th March, conveyed to the good folks of Lawrence intimation that they had entered upon the first of the twenty-four hours dedicated to the patron saint of the Green Isle. A considerable number of people assembled in the streets to listen to the band, which paraded about the town playing appropriate selections. The weather, which had been uncertain during the previous two days, had then a threatening aspect. Rain fell in unpleasantly copious showers, and dampness and chilliness pervaded everything and everybody. People retired to rest with gloomy forebodings for the result of the day's proceedings, which were, however, not destined to be realised. Soon after the sun rose the weather brightened, but afterwards became damp and chilly again. Occasional showers fell, making the weather still more disagreeable. There can be no doubt that had the weather been anything like favorable, a much larger assemblage would have gathered on the Lawrence race-: [15, 1455, 162, 1778]
- columns: [10, 40, 1104, 1788]
- paragraph: This is the manner in which a Californian shipping reporter notes the arrival of two or three coasters:—"The commerce of Sacramento is developing to unprecedented proportions. On one day this week, three schooners from the port of San Francisco and two scows from Marysville arrived, imparting to the water front an air of unwonted bustle and activity. The roar of traffic, the crashing of loaded teams, the cries of their excited drivers, the screams of struggling horses, mingling with frenzied shrieks of the steam whistle, swept in widening circles from the busy city till they broke in hoarse murmurs upon the slopes of the distant Sierras, and the blue foothills of the Coast Range." To this is appended a footnote by the editor, with the following terse remark:—"Drunk again—Ed.": [797, 1180, 943, 1388]
- paragraph: Agricultural lease conditionally granted Duncan Ross, section in block VIII., Hillend.: [484, 331, 631, 363]
